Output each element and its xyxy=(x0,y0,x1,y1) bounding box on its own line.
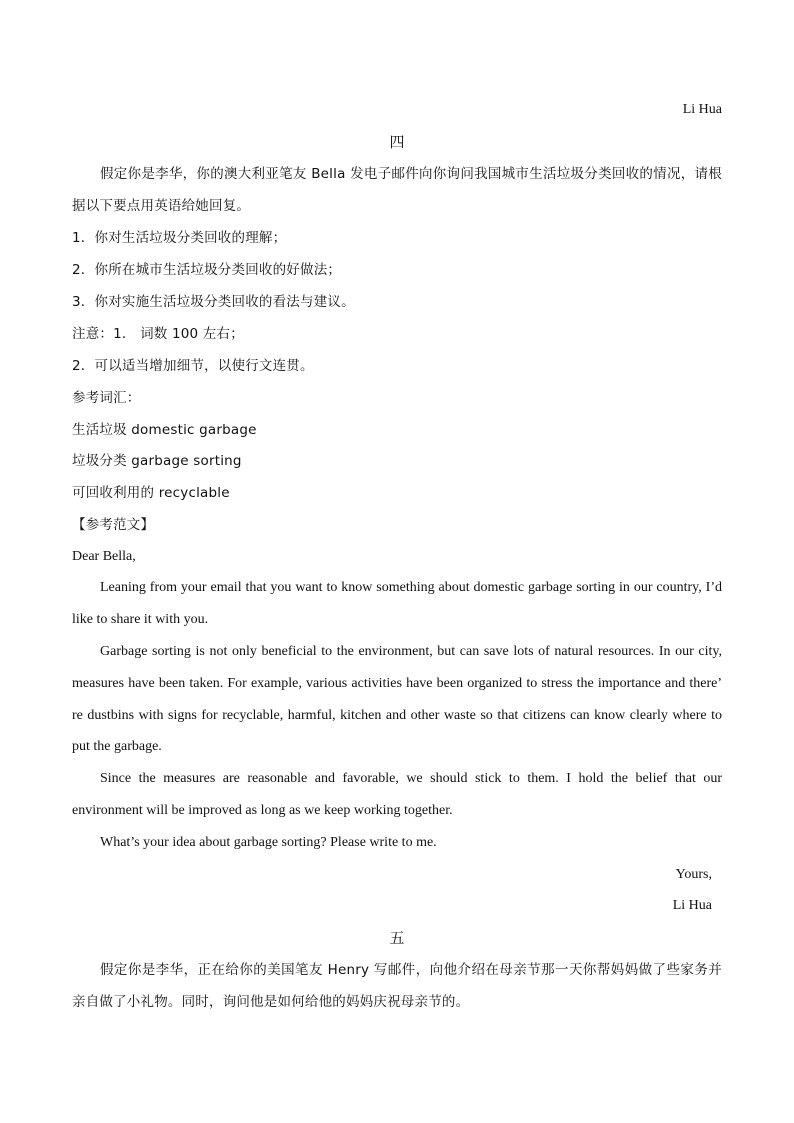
signature-top: Li Hua xyxy=(682,102,722,117)
vocab-item: 垃圾分类 garbage sorting xyxy=(72,453,242,469)
section-4-prompt-line-1: 假定你是李华，你的澳大利亚笔友 Bella 发电子邮件向你询问我国城市生活垃圾分类回收的情况，请根 xyxy=(100,166,722,182)
vocab-item: 可回收利用的 recyclable xyxy=(72,485,230,501)
letter-line: What’s your idea about garbage sorting? Please write to me. xyxy=(100,835,437,850)
letter-line: Leaning from your email that you want to know something about domestic garbage sorting in our country, I’d xyxy=(100,580,722,595)
section-5-prompt-line-2: 亲自做了小礼物。同时，询问他是如何给他的妈妈庆祝母亲节的。 xyxy=(72,994,470,1010)
section-5-number: 五 xyxy=(389,929,405,947)
letter-line: Since the measures are reasonable and favorable, we should stick to them. I hold the belief that our xyxy=(100,771,722,786)
vocab-title: 参考词汇： xyxy=(72,390,141,406)
letter-greeting: Dear Bella, xyxy=(72,549,136,564)
section-4-prompt-line-2: 据以下要点用英语给她回复。 xyxy=(72,198,251,214)
letter-line: put the garbage. xyxy=(72,739,162,754)
letter-closing: Yours, xyxy=(675,867,712,882)
requirement-point-1: 1．你对生活垃圾分类回收的理解； xyxy=(72,230,287,246)
section-4-number: 四 xyxy=(389,133,405,151)
letter-line: re dustbins with signs for recyclable, harmful, kitchen and other waste so that citizens can know clearly where to xyxy=(72,708,722,723)
requirement-point-2: 2．你所在城市生活垃圾分类回收的好做法； xyxy=(72,262,342,278)
note-2: 2．可以适当增加细节，以使行文连贯。 xyxy=(72,358,314,374)
letter-line: environment will be improved as long as we keep working together. xyxy=(72,803,453,818)
note-1: 注意：1． 词数 100 左右； xyxy=(72,326,244,342)
requirement-point-3: 3．你对实施生活垃圾分类回收的看法与建议。 xyxy=(72,294,355,310)
section-5-prompt-line-1: 假定你是李华，正在给你的美国笔友 Henry 写邮件，向他介绍在母亲节那一天你帮妈妈做了些家务并 xyxy=(100,962,722,978)
letter-line: Garbage sorting is not only beneficial to the environment, but can save lots of natural resources. In our city, xyxy=(100,644,722,659)
letter-signature: Li Hua xyxy=(672,898,712,913)
sample-essay-title: 【参考范文】 xyxy=(72,517,155,533)
document-page xyxy=(72,0,722,1123)
letter-line: measures have been taken. For example, various activities have been organized to stress the importance and there’ xyxy=(72,676,722,691)
vocab-item: 生活垃圾 domestic garbage xyxy=(72,422,257,438)
letter-line: like to share it with you. xyxy=(72,612,209,627)
